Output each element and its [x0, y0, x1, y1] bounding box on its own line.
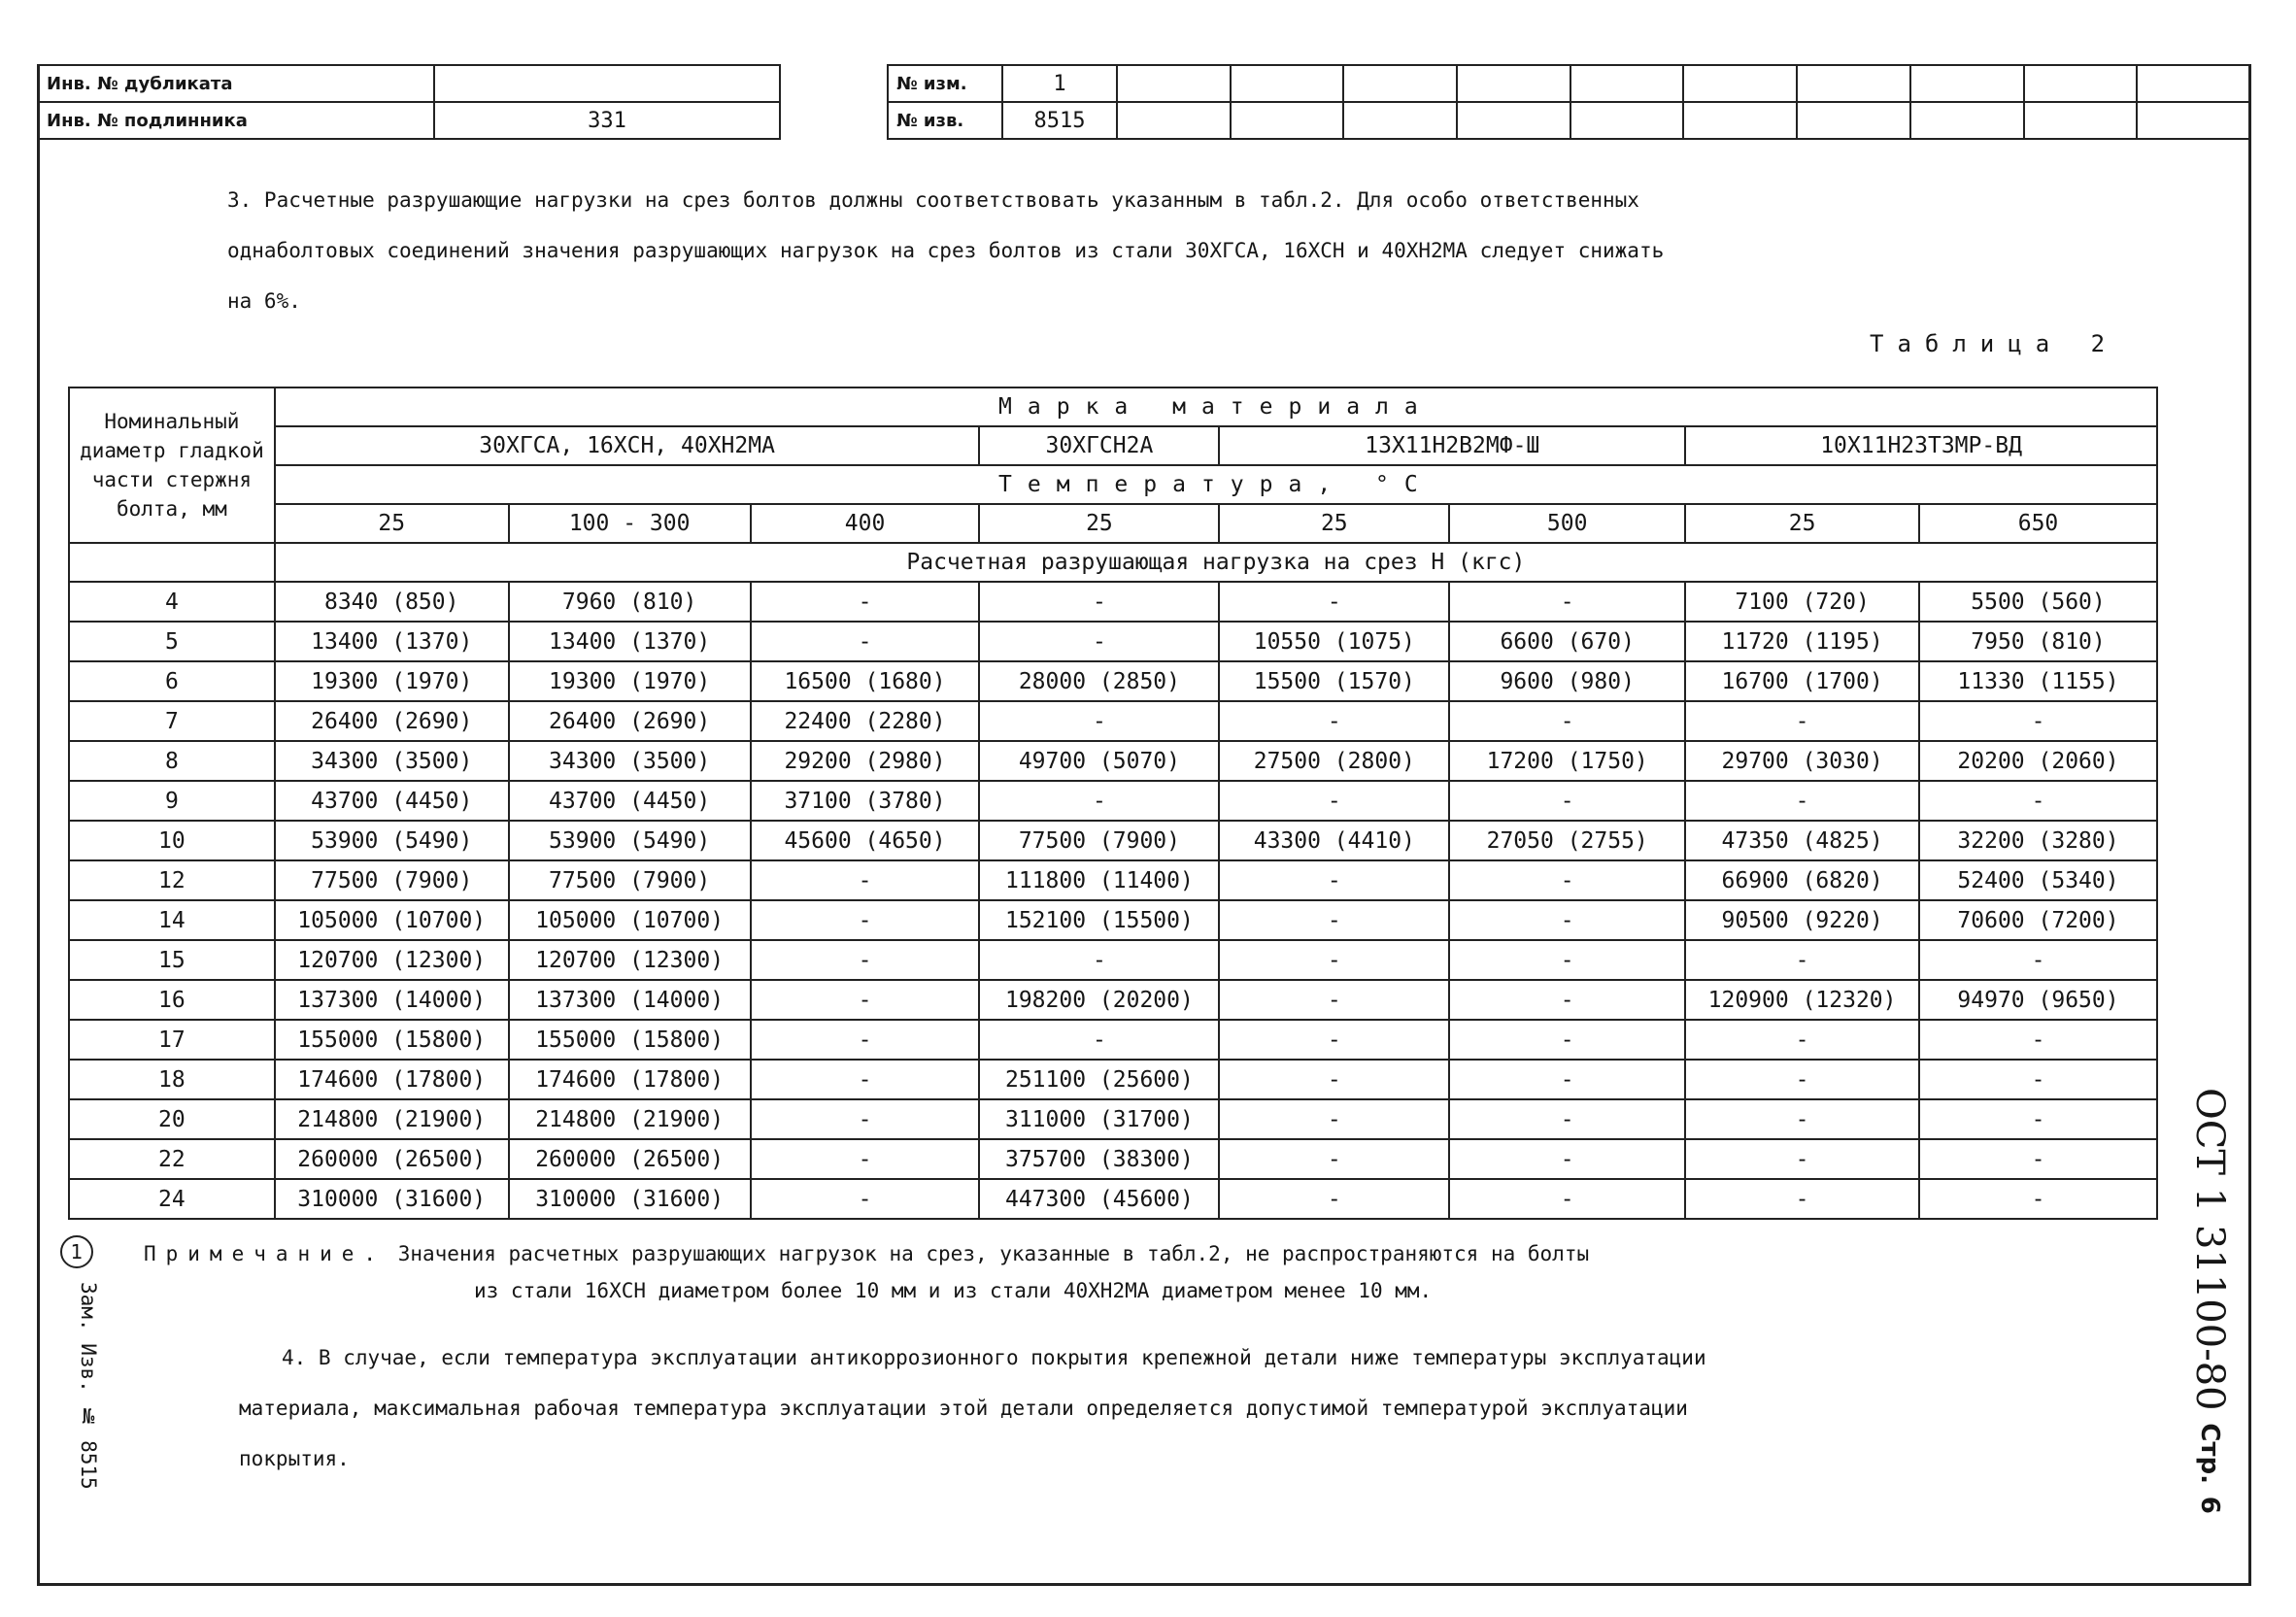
- stamp-empty-cell: [1797, 65, 1910, 102]
- table-row: [69, 781, 2157, 821]
- load-cell: 26400 (2690): [509, 701, 751, 741]
- load-cell: -: [751, 1020, 980, 1060]
- load-cell: 8340 (850): [275, 582, 509, 622]
- load-cell: 53900 (5490): [509, 821, 751, 860]
- load-cell: -: [1685, 940, 1919, 980]
- load-cell: 16700 (1700): [1685, 661, 1919, 701]
- table-note: [144, 1235, 1589, 1309]
- load-cell: 214800 (21900): [509, 1099, 751, 1139]
- load-cell: -: [751, 1139, 980, 1179]
- diameter-cell: 12: [69, 860, 275, 900]
- load-cell: 19300 (1970): [509, 661, 751, 701]
- load-cell: -: [1919, 1060, 2157, 1099]
- load-cell: 9600 (980): [1449, 661, 1685, 701]
- paragraph-4: [239, 1332, 1706, 1484]
- stamp-row: [888, 65, 2250, 102]
- temperature-value: 100 - 300: [509, 504, 751, 543]
- table-row: [69, 940, 2157, 980]
- temperature-value: 25: [1685, 504, 1919, 543]
- load-cell: -: [1685, 1139, 1919, 1179]
- document-code: [2174, 1088, 2232, 1564]
- load-cell: -: [751, 900, 980, 940]
- paragraph-line: 4. В случае, если температура эксплуатации антикоррозионного покрытия крепежной детали ниже температуры эксплуатации: [282, 1346, 1706, 1369]
- stamp-empty-cell: [2137, 65, 2250, 102]
- diameter-cell: 4: [69, 582, 275, 622]
- diameter-cell: 14: [69, 900, 275, 940]
- header-row-load: [69, 543, 2157, 582]
- stamp-value: [434, 65, 780, 102]
- load-cell: 311000 (31700): [979, 1099, 1219, 1139]
- load-cell: 77500 (7900): [979, 821, 1219, 860]
- table-row: [69, 900, 2157, 940]
- paragraph-line: материала, максимальная рабочая температура эксплуатации этой детали определяется допустимой температурой эксплуатации: [239, 1397, 1688, 1420]
- load-cell: -: [1685, 1060, 1919, 1099]
- table-row: [69, 821, 2157, 860]
- load-cell: 152100 (15500): [979, 900, 1219, 940]
- table-body: [69, 582, 2157, 1219]
- load-cell: -: [1449, 1099, 1685, 1139]
- stamp-empty-cell: [1683, 65, 1797, 102]
- stamp-empty-cell: [1117, 102, 1231, 139]
- load-cell: 16500 (1680): [751, 661, 980, 701]
- load-cell: -: [1919, 940, 2157, 980]
- page-number: 6: [2195, 1496, 2224, 1514]
- temperature-value: 25: [275, 504, 509, 543]
- table-row: [69, 741, 2157, 781]
- load-cell: -: [1449, 582, 1685, 622]
- load-cell: -: [1919, 1099, 2157, 1139]
- load-cell: 27500 (2800): [1219, 741, 1449, 781]
- load-cell: 27050 (2755): [1449, 821, 1685, 860]
- load-cell: 22400 (2280): [751, 701, 980, 741]
- note-line: [144, 1235, 1589, 1272]
- load-cell: 310000 (31600): [509, 1179, 751, 1219]
- header-row-material: [69, 387, 2157, 426]
- load-cell: -: [1219, 860, 1449, 900]
- diameter-cell: 24: [69, 1179, 275, 1219]
- load-cell: 26400 (2690): [275, 701, 509, 741]
- load-cell: 137300 (14000): [509, 980, 751, 1020]
- paragraph-line: на 6%.: [227, 289, 301, 313]
- stamp-empty-cell: [1117, 65, 1231, 102]
- diameter-cell: 22: [69, 1139, 275, 1179]
- page-label: Стр.: [2195, 1423, 2224, 1484]
- table-caption: Таблица 2: [1870, 330, 2119, 357]
- stamp-empty-cell: [2137, 102, 2250, 139]
- load-cell: -: [1219, 980, 1449, 1020]
- load-cell: 45600 (4650): [751, 821, 980, 860]
- stamp-empty-cell: [1570, 65, 1684, 102]
- load-cell: 52400 (5340): [1919, 860, 2157, 900]
- paragraph-line: 3. Расчетные разрушающие нагрузки на срез болтов должны соответствовать указанным в табл.2. Для особо ответственных: [227, 188, 1639, 212]
- load-cell: -: [1219, 1179, 1449, 1219]
- load-cell: -: [979, 582, 1219, 622]
- load-cell: 28000 (2850): [979, 661, 1219, 701]
- load-cell: 174600 (17800): [509, 1060, 751, 1099]
- load-cell: 120700 (12300): [509, 940, 751, 980]
- load-cell: 13400 (1370): [509, 622, 751, 661]
- load-cell: -: [751, 1179, 980, 1219]
- stamp-empty-cell: [2024, 102, 2138, 139]
- load-cell: -: [979, 622, 1219, 661]
- load-cell: -: [1919, 1020, 2157, 1060]
- note-line: из стали 16ХСН диаметром более 10 мм и из стали 40ХН2МА диаметром менее 10 мм.: [474, 1279, 1433, 1302]
- diameter-cell: 8: [69, 741, 275, 781]
- load-cell: 174600 (17800): [275, 1060, 509, 1099]
- load-cell: 260000 (26500): [509, 1139, 751, 1179]
- load-cell: 66900 (6820): [1685, 860, 1919, 900]
- table-row: [69, 1139, 2157, 1179]
- stamp-row: [888, 102, 2250, 139]
- load-table: [68, 387, 2158, 1220]
- temperature-value: 400: [751, 504, 980, 543]
- load-cell: 137300 (14000): [275, 980, 509, 1020]
- load-cell: 105000 (10700): [509, 900, 751, 940]
- load-cell: -: [1219, 1099, 1449, 1139]
- load-cell: 155000 (15800): [509, 1020, 751, 1060]
- stamp-empty-cell: [1910, 65, 2024, 102]
- load-cell: 10550 (1075): [1219, 622, 1449, 661]
- load-cell: 11720 (1195): [1685, 622, 1919, 661]
- load-cell: 447300 (45600): [979, 1179, 1219, 1219]
- load-cell: 260000 (26500): [275, 1139, 509, 1179]
- diameter-cell: 20: [69, 1099, 275, 1139]
- load-cell: -: [1685, 701, 1919, 741]
- load-cell: -: [979, 940, 1219, 980]
- load-cell: -: [1685, 1179, 1919, 1219]
- load-cell: -: [751, 980, 980, 1020]
- stamp-label: Инв. № подлинника: [38, 102, 434, 139]
- load-cell: 43300 (4410): [1219, 821, 1449, 860]
- table-row: [69, 980, 2157, 1020]
- load-cell: 77500 (7900): [509, 860, 751, 900]
- stamp-label: № изв.: [888, 102, 1002, 139]
- load-cell: 47350 (4825): [1685, 821, 1919, 860]
- load-cell: 251100 (25600): [979, 1060, 1219, 1099]
- table-row: [69, 622, 2157, 661]
- stamp-value: 8515: [1002, 102, 1117, 139]
- diameter-cell: 10: [69, 821, 275, 860]
- table-row: [69, 860, 2157, 900]
- load-cell: -: [1919, 1139, 2157, 1179]
- stamp-empty-cell: [1231, 102, 1344, 139]
- header-row-temperature: [69, 465, 2157, 504]
- table-row: [69, 661, 2157, 701]
- load-cell: -: [751, 860, 980, 900]
- paragraph-line: однаболтовых соединений значения разрушающих нагрузок на срез болтов из стали 30ХГСА, 16ХСН и 40ХН2МА следует снижать: [227, 239, 1665, 262]
- stamp-empty-cell: [1231, 65, 1344, 102]
- load-cell: -: [751, 622, 980, 661]
- load-cell: -: [1919, 781, 2157, 821]
- stamp-row: [38, 65, 780, 102]
- load-cell: 375700 (38300): [979, 1139, 1219, 1179]
- diameter-cell: 9: [69, 781, 275, 821]
- load-cell: 105000 (10700): [275, 900, 509, 940]
- load-cell: 7100 (720): [1685, 582, 1919, 622]
- load-cell: -: [1449, 900, 1685, 940]
- load-cell: -: [1919, 1179, 2157, 1219]
- diameter-cell: 16: [69, 980, 275, 1020]
- load-cell: 34300 (3500): [509, 741, 751, 781]
- load-cell: -: [751, 940, 980, 980]
- header-row-temperature-values: [69, 504, 2157, 543]
- load-cell: -: [1449, 860, 1685, 900]
- load-cell: 120700 (12300): [275, 940, 509, 980]
- load-cell: 37100 (3780): [751, 781, 980, 821]
- material-group: 10Х11Н23Т3МР-ВД: [1685, 426, 2157, 465]
- load-cell: -: [1219, 900, 1449, 940]
- stamp-empty-cell: [1797, 102, 1910, 139]
- diameter-cell: 6: [69, 661, 275, 701]
- diameter-column-header: Номинальный диаметр гладкой части стержня болта, мм: [69, 387, 275, 543]
- diameter-cell: 7: [69, 701, 275, 741]
- load-cell: 198200 (20200): [979, 980, 1219, 1020]
- load-cell: 77500 (7900): [275, 860, 509, 900]
- load-cell: -: [1219, 1139, 1449, 1179]
- note-label: Примечание.: [144, 1242, 387, 1265]
- material-group: 30ХГСА, 16ХСН, 40ХН2МА: [275, 426, 980, 465]
- load-cell: 17200 (1750): [1449, 741, 1685, 781]
- temperature-value: 25: [1219, 504, 1449, 543]
- load-cell: -: [1449, 1060, 1685, 1099]
- stamp-empty-cell: [1343, 65, 1457, 102]
- temperature-value: 650: [1919, 504, 2157, 543]
- load-header: Расчетная разрушающая нагрузка на срез Н (кгс): [275, 543, 2157, 582]
- change-circle: 1: [60, 1235, 93, 1268]
- temperature-value: 500: [1449, 504, 1685, 543]
- load-cell: 34300 (3500): [275, 741, 509, 781]
- stamp-value: 331: [434, 102, 780, 139]
- stamp-label: № изм.: [888, 65, 1002, 102]
- load-cell: -: [1449, 1179, 1685, 1219]
- load-cell: 15500 (1570): [1219, 661, 1449, 701]
- load-cell: -: [1219, 582, 1449, 622]
- load-cell: 20200 (2060): [1919, 741, 2157, 781]
- load-cell: 90500 (9220): [1685, 900, 1919, 940]
- stamp-row: [38, 102, 780, 139]
- diameter-cell: 18: [69, 1060, 275, 1099]
- table-row: [69, 582, 2157, 622]
- load-cell: 214800 (21900): [275, 1099, 509, 1139]
- table-row: [69, 1179, 2157, 1219]
- stamp-empty-cell: [1343, 102, 1457, 139]
- load-cell: 70600 (7200): [1919, 900, 2157, 940]
- load-cell: 11330 (1155): [1919, 661, 2157, 701]
- load-cell: 29700 (3030): [1685, 741, 1919, 781]
- load-cell: -: [979, 701, 1219, 741]
- stamp-empty-cell: [1457, 65, 1570, 102]
- load-cell: 32200 (3280): [1919, 821, 2157, 860]
- load-cell: -: [1685, 1099, 1919, 1139]
- stamp-empty-cell: [1570, 102, 1684, 139]
- material-header: Марка материала: [275, 387, 2157, 426]
- load-cell: 6600 (670): [1449, 622, 1685, 661]
- stamp-empty-cell: [1910, 102, 2024, 139]
- diameter-cell: 5: [69, 622, 275, 661]
- load-cell: -: [1449, 940, 1685, 980]
- load-cell: 29200 (2980): [751, 741, 980, 781]
- load-cell: -: [1219, 940, 1449, 980]
- load-cell: 49700 (5070): [979, 741, 1219, 781]
- load-cell: 5500 (560): [1919, 582, 2157, 622]
- stamp-empty-cell: [1457, 102, 1570, 139]
- stamp-label: Инв. № дубликата: [38, 65, 434, 102]
- temperature-header: Температура, °С: [275, 465, 2157, 504]
- load-cell: -: [1449, 1020, 1685, 1060]
- load-cell: -: [1685, 781, 1919, 821]
- load-cell: -: [1449, 980, 1685, 1020]
- load-cell: 120900 (12320): [1685, 980, 1919, 1020]
- change-notice-text: Зам. Изв. № 8515: [77, 1282, 100, 1490]
- load-cell: -: [979, 1020, 1219, 1060]
- document-code-text: ОСТ 1 31100-80: [2187, 1088, 2232, 1411]
- table-row: [69, 1099, 2157, 1139]
- load-cell: -: [1685, 1020, 1919, 1060]
- load-cell: 19300 (1970): [275, 661, 509, 701]
- stamp-change-table: [887, 64, 2251, 140]
- table-row: [69, 701, 2157, 741]
- stamp-empty-cell: [1683, 102, 1797, 139]
- load-cell: 53900 (5490): [275, 821, 509, 860]
- paragraph-3: [227, 175, 1664, 326]
- material-group: 13Х11Н2В2МФ-Ш: [1219, 426, 1685, 465]
- load-cell: -: [1449, 701, 1685, 741]
- table-row: [69, 1060, 2157, 1099]
- load-cell: -: [751, 1060, 980, 1099]
- table-row: [69, 1020, 2157, 1060]
- load-cell: 43700 (4450): [275, 781, 509, 821]
- load-cell: 111800 (11400): [979, 860, 1219, 900]
- temperature-value: 25: [979, 504, 1219, 543]
- load-cell: 7960 (810): [509, 582, 751, 622]
- load-cell: -: [1449, 1139, 1685, 1179]
- load-cell: -: [751, 582, 980, 622]
- paragraph-line: покрытия.: [239, 1447, 350, 1470]
- load-cell: 43700 (4450): [509, 781, 751, 821]
- load-cell: -: [1219, 1020, 1449, 1060]
- stamp-inventory-table: [37, 64, 781, 140]
- load-cell: 155000 (15800): [275, 1020, 509, 1060]
- note-text: Значения расчетных разрушающих нагрузок на срез, указанные в табл.2, не распространяются на болты: [397, 1242, 1590, 1265]
- material-group: 30ХГСН2А: [979, 426, 1219, 465]
- load-cell: 310000 (31600): [275, 1179, 509, 1219]
- load-cell: -: [1219, 701, 1449, 741]
- stamp-empty-cell: [2024, 65, 2138, 102]
- load-cell: -: [1449, 781, 1685, 821]
- load-cell: 13400 (1370): [275, 622, 509, 661]
- load-cell: -: [1919, 701, 2157, 741]
- diameter-cell: 15: [69, 940, 275, 980]
- load-header-spacer: [69, 543, 275, 582]
- load-cell: -: [979, 781, 1219, 821]
- load-cell: -: [1219, 781, 1449, 821]
- stamp-value: 1: [1002, 65, 1117, 102]
- load-cell: -: [1219, 1060, 1449, 1099]
- header-row-groups: [69, 426, 2157, 465]
- load-cell: 94970 (9650): [1919, 980, 2157, 1020]
- diameter-cell: 17: [69, 1020, 275, 1060]
- load-cell: 7950 (810): [1919, 622, 2157, 661]
- load-cell: -: [751, 1099, 980, 1139]
